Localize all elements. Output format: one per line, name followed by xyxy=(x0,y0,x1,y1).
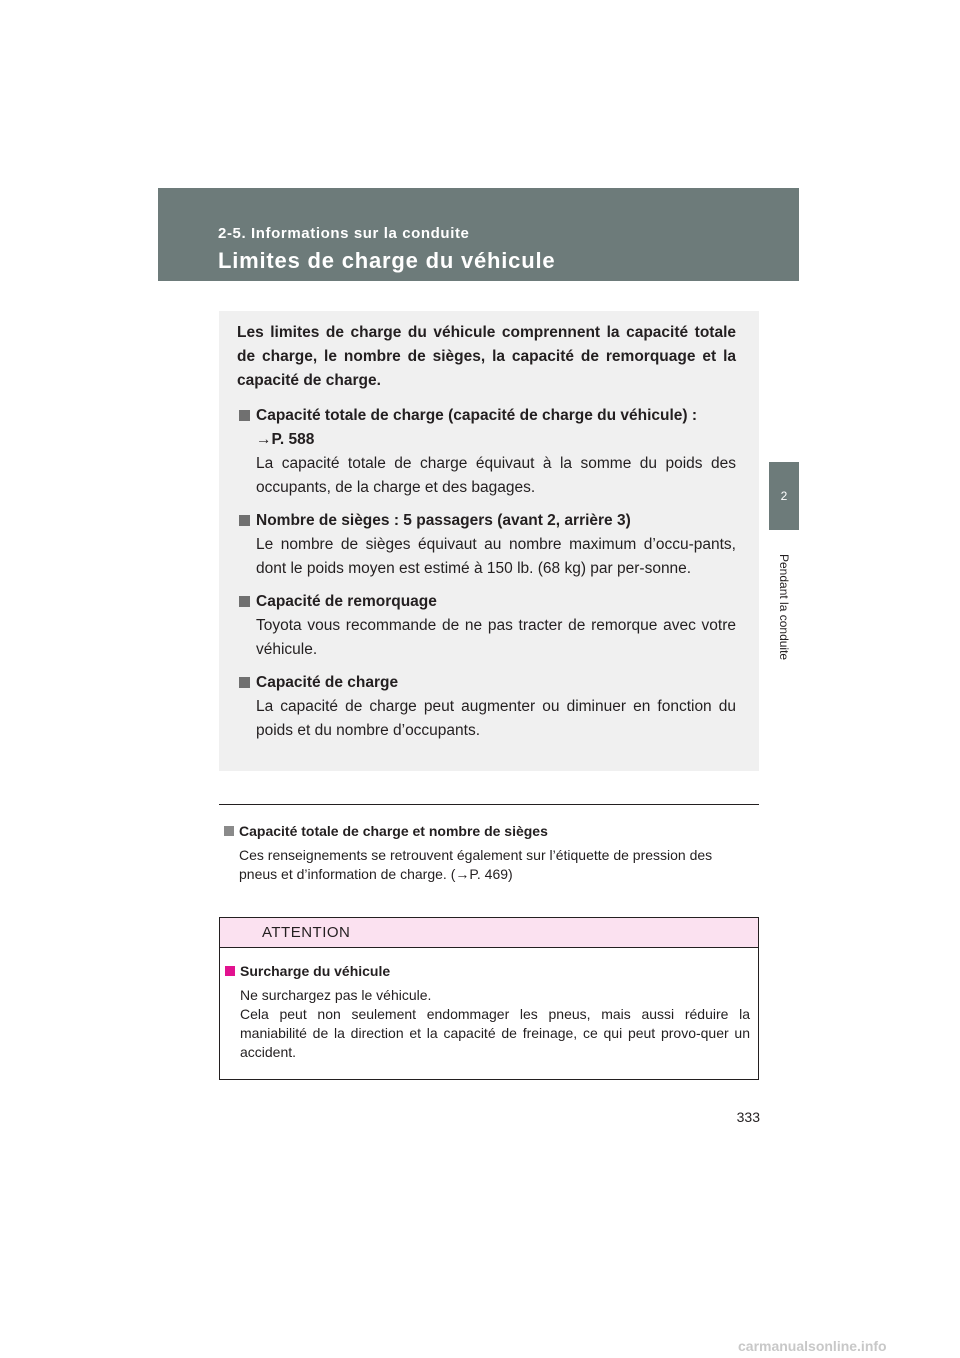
summary-item-title xyxy=(237,590,736,614)
note-title xyxy=(224,822,754,841)
square-bullet-icon xyxy=(239,410,250,421)
summary-item-title xyxy=(237,671,736,695)
summary-item xyxy=(237,404,736,500)
page-title: Limites de charge du véhicule xyxy=(218,248,556,273)
caution-title-text: Surcharge du véhicule xyxy=(240,963,391,979)
summary-item-body: Toyota vous recommande de ne pas tracter de remorque avec votre véhicule. xyxy=(256,617,736,658)
summary-item-body: La capacité totale de charge équivaut à la somme du poids des occupants, de la charge et des bagages. xyxy=(256,455,736,496)
square-bullet-icon xyxy=(224,826,234,836)
section-header xyxy=(158,188,799,281)
summary-box xyxy=(219,311,759,771)
chapter-label-text: Pendant la conduite xyxy=(777,554,791,661)
item-title-text: Capacité totale de charge (capacité de charge du véhicule) : xyxy=(256,407,698,424)
caution-content xyxy=(220,948,758,1062)
caution-box xyxy=(219,917,759,1080)
summary-intro: Les limites de charge du véhicule comprennent la capacité totale de charge, le nombre de sièges, la capacité de remorquage et la capacité de charge. xyxy=(237,324,736,389)
caution-header xyxy=(220,918,758,948)
note-body: Ces renseignements se retrouvent également sur l’étiquette de pression des pneus et d’information de charge. (→P. 469) xyxy=(239,847,713,882)
page-reference: →P. 588 xyxy=(256,431,315,448)
caution-body xyxy=(225,986,750,1062)
summary-item-title xyxy=(237,404,736,428)
caution-line: Ne surchargez pas le véhicule. xyxy=(240,987,432,1003)
page-number: 333 xyxy=(736,1109,760,1125)
item-title-text: Nombre de sièges : 5 passagers (avant 2, arrière 3) xyxy=(256,512,631,529)
item-title-text: Capacité de remorquage xyxy=(256,593,437,610)
square-bullet-icon xyxy=(239,515,250,526)
summary-item-body: La capacité de charge peut augmenter ou diminuer en fonction du poids et du nombre d’occupants. xyxy=(256,698,736,739)
summary-item-body: Le nombre de sièges équivaut au nombre maximum d’occu-pants, dont le poids moyen est estimé à 150 lb. (68 kg) par per-sonne. xyxy=(256,536,736,577)
section-divider xyxy=(219,804,759,805)
info-note xyxy=(224,822,754,884)
summary-item-title xyxy=(237,509,736,533)
summary-item xyxy=(237,590,736,662)
square-bullet-icon xyxy=(239,596,250,607)
note-title-text: Capacité totale de charge et nombre de sièges xyxy=(239,823,548,839)
square-bullet-icon xyxy=(239,677,250,688)
section-label: 2-5. Informations sur la conduite xyxy=(218,225,470,242)
chapter-label xyxy=(767,540,801,675)
summary-item xyxy=(237,671,736,743)
summary-item xyxy=(237,509,736,581)
item-title-text: Capacité de charge xyxy=(256,674,399,691)
caution-title xyxy=(225,962,750,981)
caution-line: Cela peut non seulement endommager les pneus, mais aussi réduire la maniabilité de la direction et la capacité de freinage, ce qui peut provo-quer un accident. xyxy=(240,1006,750,1060)
chapter-tab: 2 xyxy=(769,462,799,530)
caution-label: ATTENTION xyxy=(262,924,351,941)
square-bullet-icon xyxy=(225,966,235,976)
watermark: carmanualsonline.info xyxy=(738,1338,887,1354)
